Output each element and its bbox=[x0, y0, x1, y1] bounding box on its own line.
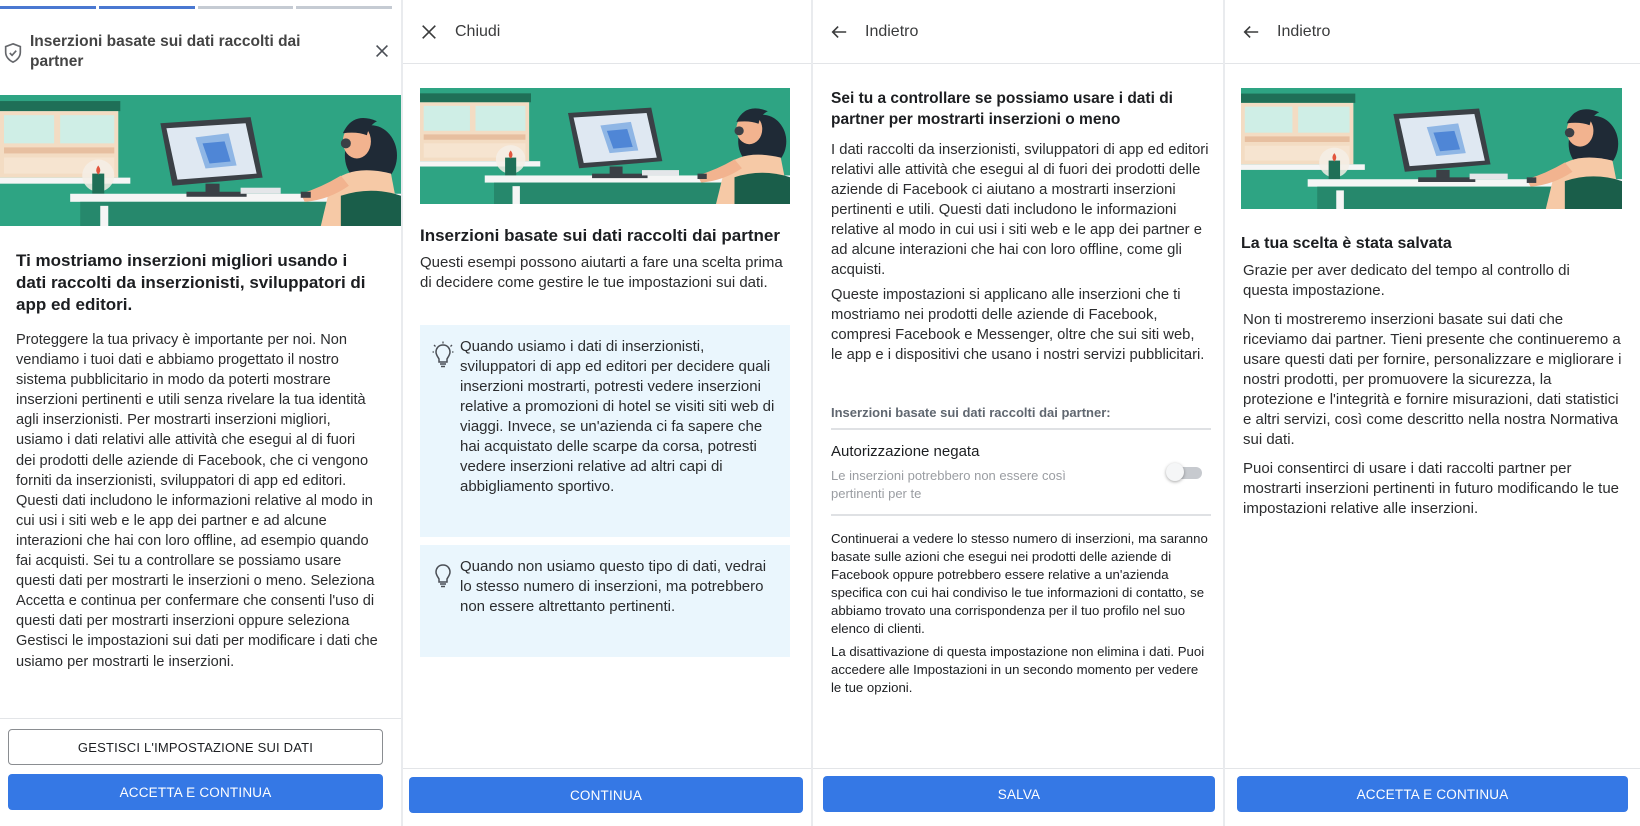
setting-title: Autorizzazione negata bbox=[831, 443, 980, 460]
future-consent-text: Puoi consentirci di usare i dati raccolti partner per mostrarti inserzioni pertinenti in futuro modificando le tue impostazioni relative alle inserzioni. bbox=[1243, 460, 1620, 517]
footer-divider bbox=[813, 768, 1223, 769]
lightbulb-icon bbox=[432, 561, 454, 589]
section-label: Inserzioni basate sui dati raccolti dai partner: bbox=[831, 405, 1111, 420]
partner-data-ads-toggle[interactable] bbox=[1166, 463, 1204, 481]
example-card-without-data bbox=[420, 545, 790, 657]
progress-indicator bbox=[0, 6, 392, 9]
top-bar bbox=[1225, 0, 1640, 64]
save-button[interactable]: SALVA bbox=[823, 776, 1215, 812]
arrow-left-icon[interactable] bbox=[827, 20, 851, 44]
illustration-woman-at-computer bbox=[0, 95, 401, 226]
arrow-left-icon[interactable] bbox=[1239, 20, 1263, 44]
top-bar bbox=[403, 0, 811, 64]
lightbulb-icon bbox=[432, 341, 454, 369]
confirmation-heading: La tua scelta è stata salvata bbox=[1241, 235, 1452, 252]
toggle-knob bbox=[1166, 463, 1184, 481]
section-divider bbox=[831, 428, 1211, 430]
privacy-body-text: Proteggere la tua privacy è importante per noi. Non vendiamo i tuoi dati e abbiamo progettato il nostro sistema pubblicitario in modo da poterti mostrare inserzioni pertinenti e utili senza rivelare la tua identità agli inserzionisti. Per mostrarti inserzioni migliori, usiamo i dati relativi alle attività che esegui al di fuori dei prodotti delle aziende di Facebook, che ci vengono forniti da inserzionisti, sviluppatori di app ed editori. Questi dati includono le informazioni relative al modo in cui usi i siti web e le app dei partner e ad alcune interazioni che hai con loro offline, ad esempio quando fai acquisti. Sei tu a controllare se possiamo usare questi dati per mostrarti le inserzioni o meno. Seleziona Accetta e continua per confermare che consenti l'uso di questi dati per mostrarti inserzioni oppure seleziona Gestisci le impostazioni sui dati per modificare i dati che usiamo per mostrarti le inserzioni. bbox=[16, 332, 378, 670]
page-heading: Sei tu a controllare se possiamo usare i dati di partner per mostrarti inserzioni o meno bbox=[831, 90, 1173, 128]
back-label[interactable]: Indietro bbox=[865, 22, 919, 40]
continue-button[interactable]: CONTINUA bbox=[409, 777, 803, 813]
example-card-with-data bbox=[420, 325, 790, 537]
progress-step bbox=[296, 6, 392, 9]
page-heading: Inserzioni basate sui dati raccolti dai partner bbox=[420, 226, 780, 245]
consent-panel-intro bbox=[0, 0, 401, 826]
section-divider bbox=[831, 514, 1211, 516]
setting-description: Le inserzioni potrebbero non essere così pertinenti per te bbox=[831, 468, 1066, 501]
consequence-note: Continuerai a vedere lo stesso numero di inserzioni, ma saranno basate sulle azioni che esegui nei prodotti delle aziende di Facebook oppure potrebbero essere relative a un'azienda specifica con cui hai condiviso le tue informazioni di contatto, se abbiamo trovato una corrispondenza per il tuo profilo nel suo elenco di clienti. bbox=[831, 531, 1208, 636]
tip-text: Quando non usiamo questo tipo di dati, vedrai lo stesso numero di inserzioni, ma potrebbero non essere altrettanto pertinenti. bbox=[460, 558, 767, 615]
accept-continue-button[interactable]: ACCETTA E CONTINUA bbox=[1237, 776, 1628, 812]
panel-header bbox=[0, 32, 401, 72]
illustration-woman-at-computer bbox=[1241, 88, 1622, 209]
deactivation-note: La disattivazione di questa impostazione non elimina i dati. Puoi accedere alle Impostazioni in un secondo momento per vedere le tue opzioni. bbox=[831, 644, 1205, 695]
footer-divider bbox=[0, 718, 401, 719]
settings-scope-text: Queste impostazioni si applicano alle inserzioni che ti mostriamo nei prodotti delle aziende di Facebook, compresi Facebook e Messenger, oltre che sui siti web, le app e i dispositivi che usano i nostri servizi pubblicitari. bbox=[831, 287, 1205, 363]
close-icon[interactable] bbox=[373, 42, 393, 62]
shield-check-icon bbox=[2, 42, 26, 66]
footer-divider bbox=[403, 768, 811, 769]
intro-text: Questi esempi possono aiutarti a fare una scelta prima di decidere come gestire le tue impostazioni sui dati. bbox=[420, 254, 783, 291]
consent-panel-settings bbox=[813, 0, 1223, 826]
progress-step bbox=[0, 6, 96, 9]
consent-panel-confirmation bbox=[1225, 0, 1640, 826]
accept-continue-button[interactable]: ACCETTA E CONTINUA bbox=[8, 774, 383, 810]
progress-step bbox=[99, 6, 195, 9]
progress-step bbox=[198, 6, 294, 9]
consent-panel-examples bbox=[403, 0, 811, 826]
header-title: Inserzioni basate sui dati raccolti dai partner bbox=[30, 33, 301, 70]
thanks-text: Grazie per aver dedicato del tempo al controllo di questa impostazione. bbox=[1243, 262, 1570, 299]
data-explanation-text: I dati raccolti da inserzionisti, sviluppatori di app ed editori relativi alle attività che esegui al di fuori dei prodotti delle aziende di Facebook ci aiutano a mostrarti inserzioni pertinenti e utili. Questi dati includono le informazioni relative al modo in cui usi i siti web e le app dei partner e ad alcune interazioni che hai con loro offline, come gli acquisti. bbox=[831, 142, 1209, 278]
page-heading: Ti mostriamo inserzioni migliori usando i dati raccolti da inserzionisti, sviluppatori di app ed editori. bbox=[16, 251, 366, 314]
data-usage-text: Non ti mostreremo inserzioni basate sui dati che riceviamo dai partner. Tieni presente che continueremo a usare questi dati per fornire, personalizzare e migliorare i nostri prodotti, per promuovere la sicurezza, la protezione e l'integrità e fornire misurazioni, dati statistici e altri servizi, così come descritto nella nostra Normativa sui dati. bbox=[1243, 311, 1622, 448]
illustration-woman-at-computer bbox=[420, 88, 790, 204]
close-label[interactable]: Chiudi bbox=[455, 22, 501, 40]
manage-data-settings-button[interactable]: GESTISCI L'IMPOSTAZIONE SUI DATI bbox=[8, 729, 383, 765]
top-bar bbox=[813, 0, 1223, 64]
tip-text: Quando usiamo i dati di inserzionisti, sviluppatori di app ed editori per decidere quali inserzioni mostrarti, potresti vedere inserzioni relative a promozioni di hotel se visiti siti web di viaggi. Invece, se un'azienda ci fa sapere che hai acquistato delle scarpe da corsa, potresti vedere inserzioni relative ad altri capi di abbigliamento sportivo. bbox=[460, 338, 775, 495]
back-label[interactable]: Indietro bbox=[1277, 22, 1331, 40]
close-icon[interactable] bbox=[417, 20, 441, 44]
footer-divider bbox=[1225, 768, 1640, 769]
